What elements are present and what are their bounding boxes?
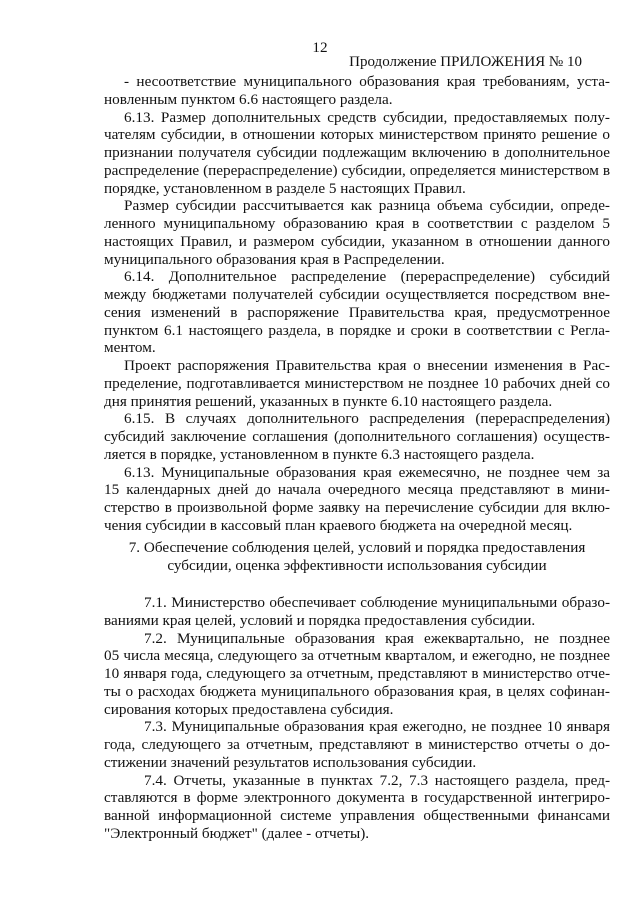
- text-line: ставляются в форме электронного документа в государственной интегриро-: [104, 789, 610, 807]
- text-line: 7.4. Отчеты, указанные в пунктах 7.2, 7.3 настоящего раздела, пред-: [144, 771, 610, 789]
- text-line: 6.13. Размер дополнительных средств субсидии, предоставляемых полу-: [124, 108, 610, 126]
- text-line: 7.2. Муниципальные образования края ежеквартально, не позднее: [144, 629, 610, 647]
- text-line: пределение, подготавливается министерством не позднее 10 рабочих дней со: [104, 374, 610, 392]
- text-line: Размер субсидии рассчитывается как разница объема субсидии, опреде-: [124, 197, 610, 215]
- text-line: пунктом 6.1 настоящего раздела, в порядке и сроки в соответствии с Регла-: [104, 321, 610, 339]
- text-line: ваниями края целей, условий и порядка предоставления субсидии.: [104, 611, 536, 629]
- text-line: распределение (перераспределение) субсидии, определяется министерством в: [104, 161, 610, 179]
- section-heading-line: 7. Обеспечение соблюдения целей, условий и порядка предоставления: [128, 539, 586, 556]
- text-line: стижении значений результатов использования субсидии.: [104, 753, 477, 771]
- text-line: чения субсидии в кассовый план краевого бюджета на очередной месяц.: [104, 516, 573, 534]
- text-line: признании получателя субсидии подлежащим включению в дополнительное: [104, 144, 610, 161]
- text-line: "Электронный бюджет" (далее - отчеты).: [104, 824, 370, 842]
- text-line: сения изменений в распоряжение Правительства края, предусмотренное: [104, 303, 610, 321]
- text-line: 6.13. Муниципальные образования края ежемесячно, не позднее чем за: [124, 463, 610, 481]
- page-number: 12: [312, 39, 328, 56]
- text-line: ленного муниципальному образованию края в соответствии с разделом 5: [104, 215, 610, 232]
- text-line: стерство в произвольной форме заявку на перечисление субсидии для вклю-: [104, 499, 610, 516]
- text-line: 7.1. Министерство обеспечивает соблюдение муниципальными образо-: [144, 594, 610, 611]
- text-line: новленным пунктом 6.6 настоящего раздела.: [104, 90, 393, 108]
- text-line: сирования которых предоставлена субсидия.: [104, 700, 394, 718]
- text-line: порядке, установленном в разделе 5 настоящих Правил.: [104, 179, 466, 197]
- text-line: дня принятия решений, указанных в пункте 6.10 настоящего раздела.: [104, 392, 553, 410]
- section-heading-line: субсидии, оценка эффективности использования субсидии: [167, 556, 547, 574]
- text-line: между бюджетами получателей субсидии осуществляется посредством вне-: [104, 286, 610, 303]
- text-line: ванной информационной системе управления общественными финансами: [104, 807, 610, 824]
- text-line: - несоответствие муниципального образования края требованиям, уста-: [124, 73, 610, 90]
- text-line: муниципального образования края в Распределении.: [104, 250, 445, 268]
- text-line: настоящих Правил, и размером субсидии, указанном в отношении данного: [104, 232, 610, 250]
- text-line: ментом.: [104, 339, 156, 357]
- appendix-continuation-header: Продолжение ПРИЛОЖЕНИЯ № 10: [349, 54, 582, 70]
- text-line: 7.3. Муниципальные образования края ежегодно, не позднее 10 января: [144, 718, 610, 736]
- text-line: Проект распоряжения Правительства края о внесении изменения в Рас-: [124, 357, 610, 374]
- text-line: субсидий заключение соглашения (дополнительного соглашения) осуществ-: [104, 428, 610, 445]
- text-line: года, следующего за отчетным, представляют в министерство отчеты о до-: [104, 736, 610, 753]
- text-line: 6.15. В случаях дополнительного распределения (перераспределения): [124, 410, 610, 428]
- text-line: 10 января года, следующего за отчетным, представляют в министерство отче-: [104, 665, 610, 682]
- text-line: чателям субсидии, в отношении которых министерством принято решение о: [104, 126, 610, 144]
- text-line: ты о расходах бюджета муниципального образования края, в целях софинан-: [104, 682, 610, 700]
- text-line: 05 числа месяца, следующего за отчетным кварталом, и ежегодно, не позднее: [104, 647, 610, 665]
- text-line: 15 календарных дней до начала очередного месяца представляют в мини-: [104, 481, 610, 499]
- text-line: ляется в порядке, установленном в пункте 6.3 настоящего раздела.: [104, 445, 535, 463]
- text-line: 6.14. Дополнительное распределение (перераспределение) субсидий: [124, 268, 610, 286]
